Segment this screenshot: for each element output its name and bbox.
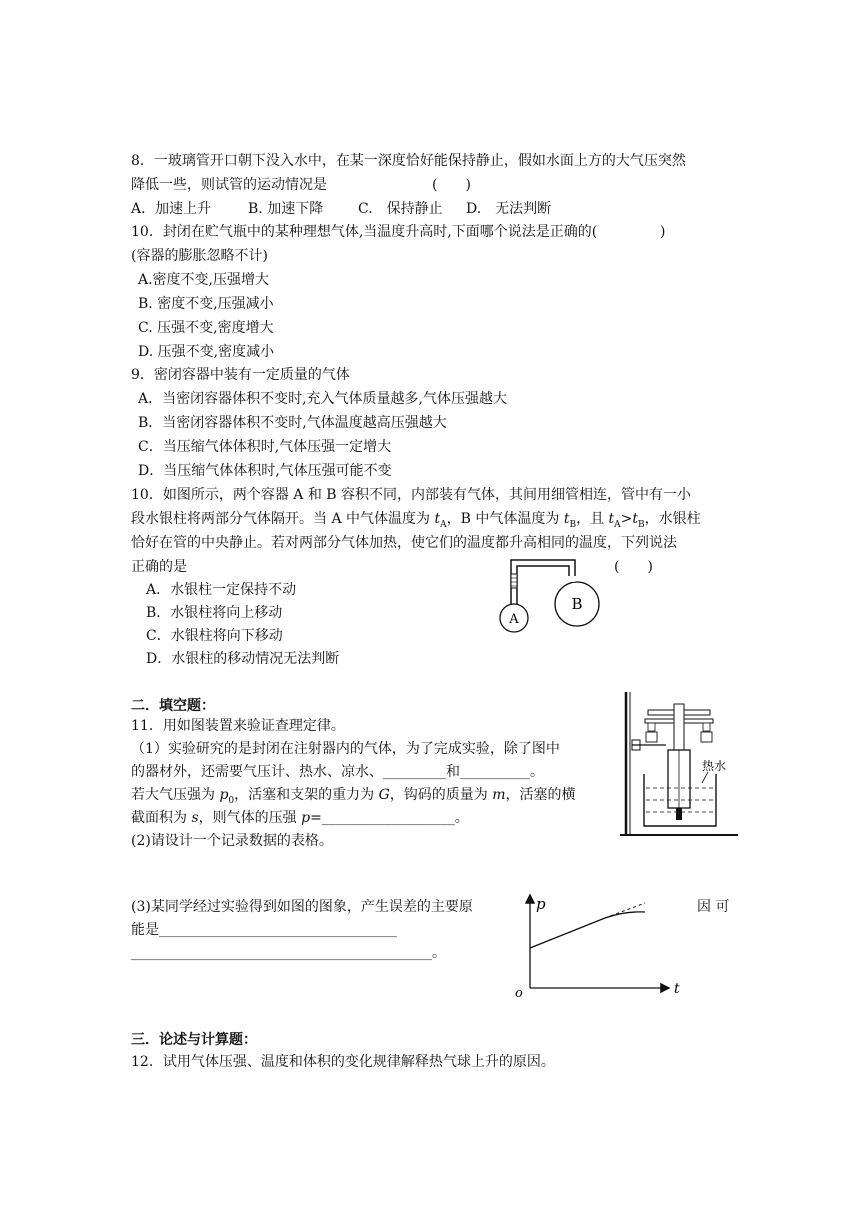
blank-1: _________ [383,764,446,780]
q11-line1: 11．用如图装置来验证查理定律。 [131,718,345,734]
container-a-label: A [509,612,519,627]
q11-line7: (3)某同学经过实验得到如图的图象，产生误差的主要原 [131,899,473,915]
apparatus-figure [610,688,740,840]
q8-option-c: C. 保持静止 [358,201,443,217]
section-3-title: 三．论述与计算题： [131,1032,257,1048]
q11-line7-end: 因 可 [697,899,730,915]
q10a-option-c: C. 压强不变,密度增大 [138,320,274,336]
q12-line: 12．试用气体压强、温度和体积的变化规律解释热气球上升的原因。 [131,1054,555,1070]
q10a-option-b: B. 密度不变,压强减小 [138,296,274,312]
q8-line2: 降低一些，则试管的运动情况是 [131,177,327,193]
q9-option-b: B．当密闭容器体积不变时,气体温度越高压强越大 [138,415,447,431]
hot-water-label: 热水 [702,759,727,773]
q11-line6: (2)请设计一个记录数据的表格。 [131,833,333,849]
container-b-label: B [571,595,583,613]
q10b-line3: 恰好在管的中央静止。若对两部分气体加热，使它们的温度都升高相同的温度，下列说法 [131,535,677,551]
q10a-line2: (容器的膨胀忽略不计) [131,248,268,264]
graph-axis-t: t [674,981,680,997]
graph-axis-p: p [536,895,546,913]
q11-line2: （1）实验研究的是封闭在注射器内的气体，为了完成实验，除了图中 [131,741,560,757]
q10a-line1-end: ) [660,224,666,240]
q8-option-d: D. 无法判断 [466,201,552,217]
q10b-option-c: C．水银柱将向下移动 [146,628,283,644]
blank-2: __________ [460,764,530,780]
q9-option-c: C．当压缩气体体积时,气体压强一定增大 [138,439,392,455]
q8-option-a: A．加速上升 [131,201,212,217]
graph-origin: o [515,986,523,998]
q11-line8: 能是__________________________________ [131,922,397,938]
q9-option-d: D．当压缩气体体积时,气体压强可能不变 [138,463,392,479]
q10a-option-a: A.密度不变,压强增大 [138,272,270,288]
q11-line4: 若大气压强为 $p_0$，活塞和支架的重力为 G，钩码的质量为 m，活塞的横 [131,787,576,806]
q10b-line2: 段水银柱将两部分气体隔开。当 A 中气体温度为 $t_A$，B 中气体温度为 $t_B$，且 $t_A>t_B$，水银柱 [131,511,701,530]
q8-line1: 8．一玻璃管开口朝下没入水中，在某一深度恰好能保持静止，假如水面上方的大气压突然 [131,153,686,169]
q10b-line1: 10．如图所示，两个容器 A 和 B 容积不同，内部装有气体，其间用细管相连，管中有一小 [131,487,692,503]
q9-line1: 9．密闭容器中装有一定质量的气体 [131,367,350,383]
q10b-bracket: ( ) [614,559,653,575]
pt-graph-figure [510,888,690,998]
q11-line9: ___________________________________________。 [131,945,446,961]
reason-blank-2: ___________________________________________ [131,945,432,961]
q11-line5: 截面积为 s，则气体的压强 p=___________________。 [131,810,469,826]
q11-line3: 的器材外，还需要气压计、热水、凉水、_________和__________。 [131,764,544,780]
q8-option-b: B. 加速下降 [248,201,324,217]
q10b-option-a: A．水银柱一定保持不动 [146,582,297,598]
q8-bracket: ( ) [432,177,471,193]
q9-option-a: A．当密闭容器体积不变时,充入气体质量越多,气体压强越大 [138,391,508,407]
q10a-option-d: D. 压强不变,密度减小 [138,344,275,360]
containers-figure [490,548,620,640]
reason-blank-1: __________________________________ [159,922,397,938]
q10a-line1: 10．封闭在贮气瓶中的某种理想气体,当温度升高时,下面哪个说法是正确的( [131,224,598,240]
q10b-option-d: D．水银柱的移动情况无法判断 [146,651,340,667]
section-2-title: 二．填空题： [131,698,215,714]
q10b-option-b: B．水银柱将向上移动 [146,605,283,621]
q10b-line4: 正确的是 [131,559,187,575]
pressure-blank: ___________________ [321,810,455,826]
